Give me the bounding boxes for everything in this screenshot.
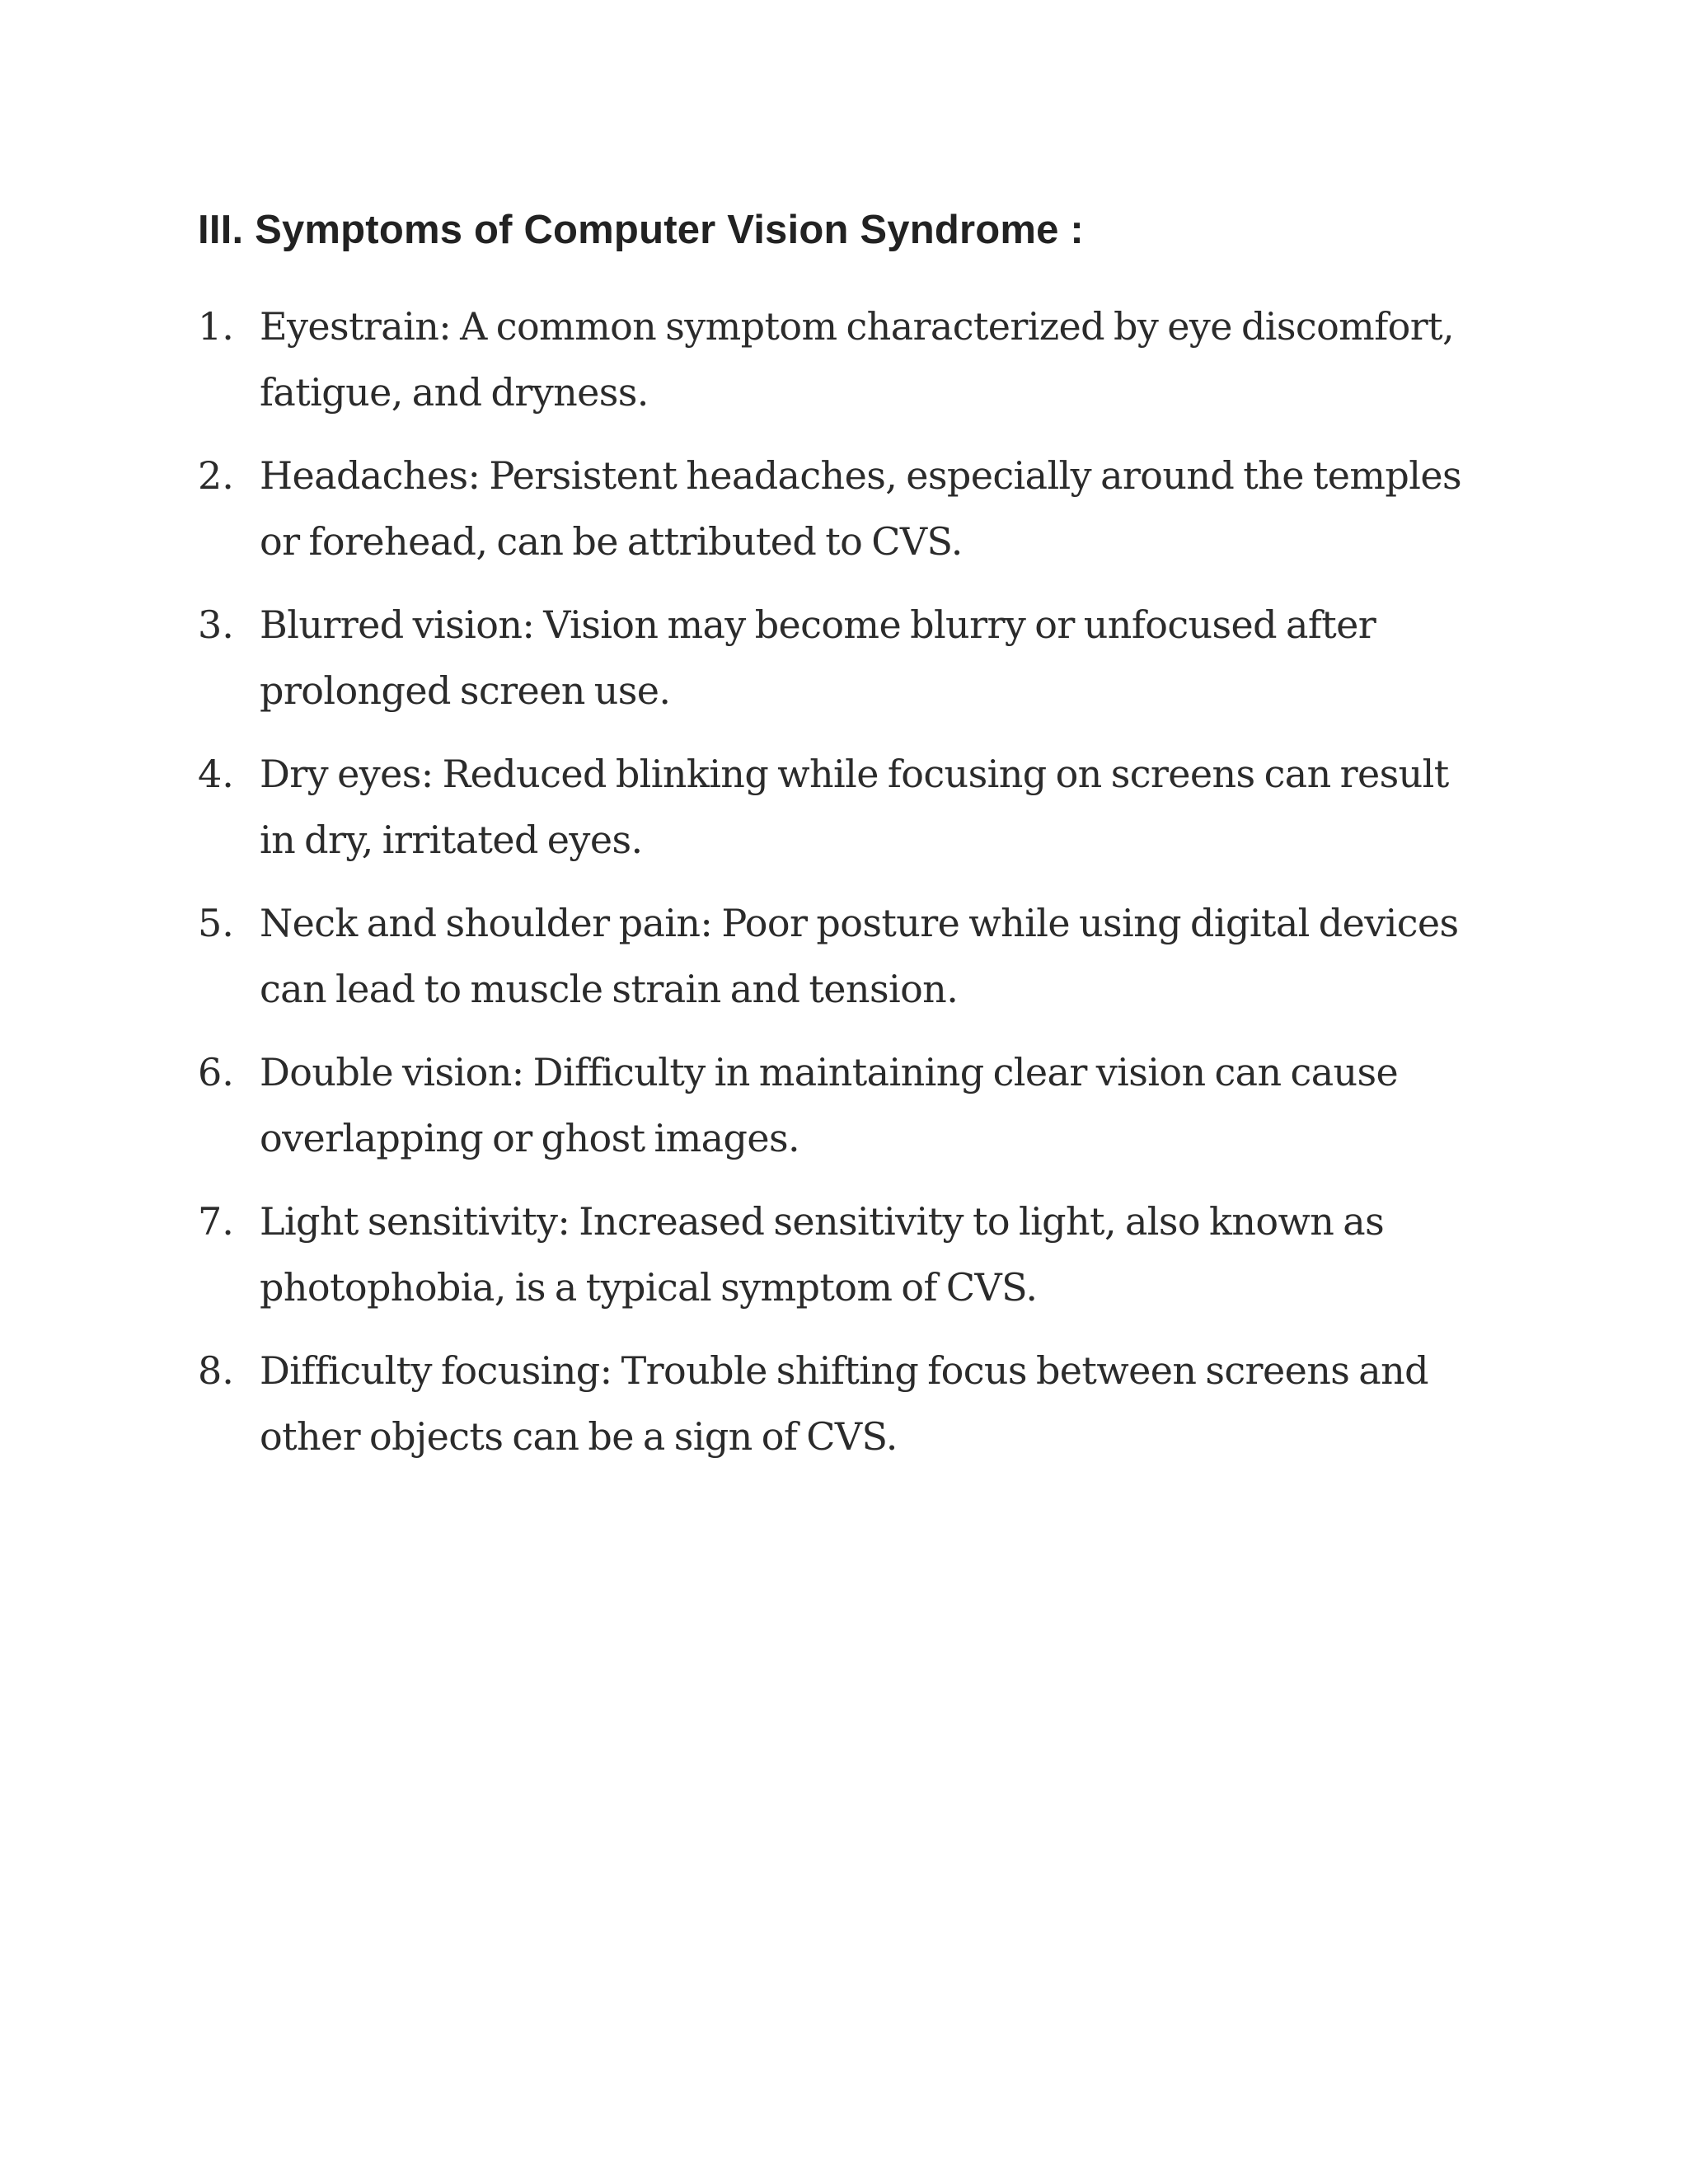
list-item-text: Difficulty focusing: Trouble shifting focus between screens and other objects can be a sign of CVS. <box>260 1348 1428 1459</box>
list-item-number: 6. <box>198 1050 234 1094</box>
list-item <box>198 443 1484 574</box>
symptoms-list <box>198 293 1484 1487</box>
list-item-text: Eyestrain: A common symptom characterized by eye discomfort, fatigue, and dryness. <box>260 304 1455 415</box>
list-item <box>198 293 1484 425</box>
list-item <box>198 1338 1484 1469</box>
section-heading: III. Symptoms of Computer Vision Syndrome : <box>198 208 1084 252</box>
list-item <box>198 741 1484 873</box>
list-item-text: Light sensitivity: Increased sensitivity to light, also known as photophobia, is a typical symptom of CVS. <box>260 1199 1385 1310</box>
list-item-text: Neck and shoulder pain: Poor posture while using digital devices can lead to muscle strain and tension. <box>260 901 1459 1011</box>
list-item-text: Headaches: Persistent headaches, especially around the temples or forehead, can be attributed to CVS. <box>260 453 1461 564</box>
list-item-number: 2. <box>198 453 234 498</box>
list-item <box>198 592 1484 724</box>
list-item-number: 4. <box>198 752 234 796</box>
list-item <box>198 1188 1484 1320</box>
list-item-number: 1. <box>198 304 234 349</box>
list-item-number: 3. <box>198 602 234 647</box>
list-item-text: Dry eyes: Reduced blinking while focusing on screens can result in dry, irritated eyes. <box>260 752 1449 862</box>
list-item <box>198 1039 1484 1171</box>
list-item-number: 8. <box>198 1348 234 1393</box>
list-item-text: Blurred vision: Vision may become blurry or unfocused after prolonged screen use. <box>260 602 1376 713</box>
list-item-text: Double vision: Difficulty in maintaining clear vision can cause overlapping or ghost images. <box>260 1050 1399 1160</box>
list-item-number: 5. <box>198 901 234 945</box>
list-item <box>198 890 1484 1022</box>
list-item-number: 7. <box>198 1199 234 1244</box>
